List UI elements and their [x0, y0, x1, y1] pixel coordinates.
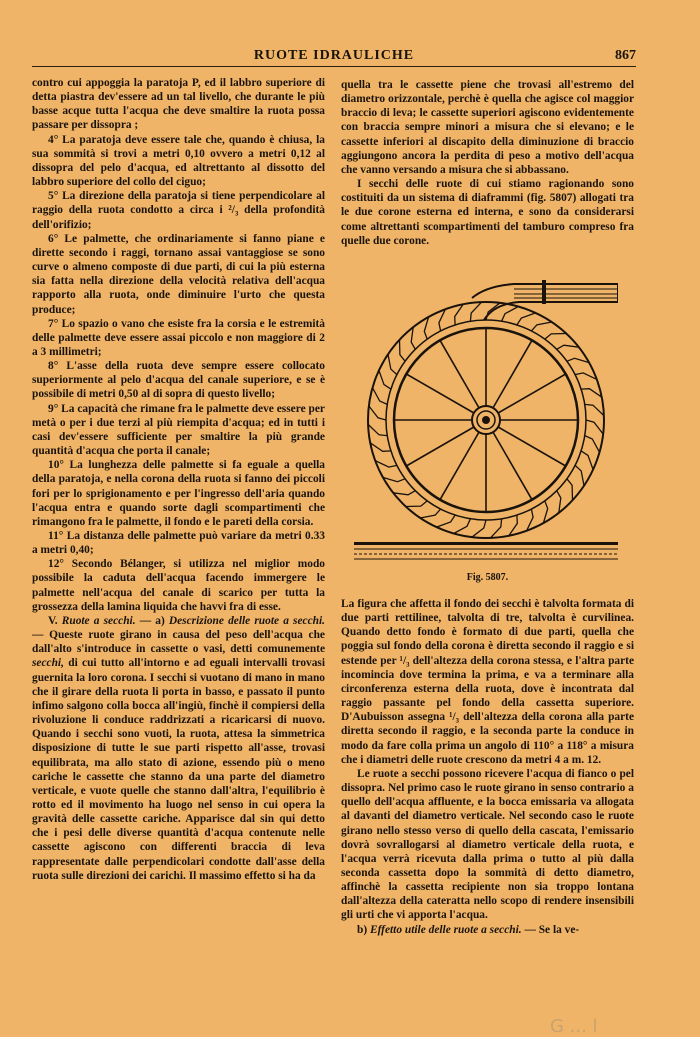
ground [354, 542, 618, 559]
bucket [557, 491, 561, 513]
bucket [567, 479, 573, 501]
flume [472, 280, 618, 320]
paragraph: 11° La distanza delle palmette può variare da metri 0.33 a metri 0,40; [32, 530, 325, 557]
bucket [420, 509, 440, 518]
paragraph: 5° La direzione della paratoja si tiene perpendicolare al raggio della ruota condotto a circa i ²/₃ della profondità dell'orifizio; [32, 190, 325, 231]
header-rule [32, 66, 636, 67]
bucket [388, 354, 397, 374]
bucket [585, 436, 600, 453]
spoke [493, 432, 532, 500]
running-header [32, 48, 636, 68]
bucket [575, 465, 584, 485]
paragraph: 6° Le palmette, che ordinariamente si fanno piane e dirette secondo i raggi, tornano assai vantaggiose se sono curve o almeno composte di due parti, di cui la più esterna sia fatta nella direzione della velocità relativa dell'acqua rapporto alla ruota, onde diminuire l'urto che questa produce; [32, 232, 325, 316]
italic-term: secchi, [32, 657, 64, 670]
bucket [370, 443, 391, 452]
subsection-text: — Se la ve- [521, 923, 580, 936]
bucket [455, 304, 464, 325]
bucket [543, 501, 547, 523]
left-column [32, 76, 325, 883]
paragraph: quella tra le cassette piene che trovasi all'estremo del diametro orizzontale, perchè è quella che agisce col maggior braccio di leva; le cassette superiori agiscono evidentemente con braccia sempre minori a misura che si elevano; e le cassette inferiori al discapito della diminuzione di braccio aggiungono ancora la perdita di peso a motivo dell'acqua che vanno versando a misura che si abbassano. [341, 79, 634, 176]
bucket [586, 420, 603, 434]
paragraph: 7° Lo spazio o vano che esiste fra la corsia e le estremità delle palmette deve essere assai piccolo e non maggiore di 2 a 3 millimetri; [32, 317, 325, 358]
spoke [406, 427, 474, 466]
bucket [557, 345, 579, 349]
bucket [369, 406, 386, 420]
right-column-top [341, 78, 634, 248]
bucket [424, 317, 428, 339]
bucket [406, 501, 428, 507]
section-heading: Ruote a secchi. [61, 614, 136, 627]
spoke [440, 340, 479, 408]
bucket [470, 302, 481, 321]
bucket [373, 388, 388, 405]
scan-watermark: G ... l [550, 1016, 598, 1037]
paragraph: 9° La capacità che rimane fra le palmette deve essere per metà o per i due terzi al più riempita d'acqua; ed in tutti i casi dev'essere sufficiente per smaltire la più grande quantità d'acqua che porta il canale; [32, 402, 325, 458]
section-number: V. [48, 614, 58, 627]
bucket [411, 327, 415, 349]
water-wheel-figure [354, 280, 618, 570]
section-b-paragraph [341, 923, 634, 937]
paragraph: 12° Secondo Bélanger, si utilizza nel miglior modo possibile la caduta dell'acqua facendo immergere le palmette nell'acqua del canale di scarico per tutta la grossezza della lamina liquida che havvi fra di esse. [32, 558, 325, 613]
bucket [585, 404, 604, 415]
paragraph: La figura che affetta il fondo dei secchi è talvolta formata di due parti rettilinee, talvolta di tre, talvolta è curvilinea. Quando detto fondo è formato di due parti, quella che poggia sul fondo della corona è diretta secondo il raggio e si estende per ¹/₃ dell'altezza della corona stessa, e l'altra parte incomincia dove termina la prima, e va a terminare alla circonferenza esterna della ruota, dove è incontrata dal raggio passante pel fondo della cassetta superiore. D'Aubuisson assegna ¹/₃ dell'altezza della corona alla parte diretta secondo il raggio, e la seconda parte la conduce in modo da fare colla prima un angolo di 110° a 118° a misura che i diametri delle ruote crescono da metri 4 a m. 12. [341, 598, 634, 766]
paragraph: 10° La lunghezza delle palmette si fa eguale a quella della paratoja, e nella corona della ruota si fanno dei piccoli fori per lo sprigionamento e per l'ingresso dell'aria quando l'acqua entra e quando sorte dagli scompartimenti che rimangono fra le palmette, il fondo e le pareti della corsia. [32, 459, 325, 528]
bucket [472, 520, 486, 537]
section-text: di cui tutto all'intorno e ad eguali intervalli trovasi guernita la loro corona. I secchi si vuotano di mano in mano che il girare della ruota li porta in basso, e passato il punto infimo salgono colla bocca all'ingiù, finchè il compiersi della rivoluzione li conduce raddrizzati a ricaricarsi di nuovo. Quando i secchi sono vuoti, la ruota, attesa la simmetrica disposizione di tutte le sue parti rispetto all'asse, trovasi equilibrata, ma allo stato di azione, essendo più o meno cariche le cassette che stanno da una parte del diametro verticale, e vuote quelle che stanno dall'altra, l'equilibrio è rotto ed il movimento ha luogo nel senso in cui opera la gravità delle cassette cariche. Apparisce dal sin qui detto che i pesi delle diverse quantità d'acqua contenute nelle cassette agiscono con differenti braccia di leva rappresentate dalle perpendicolari condotte dall'asse della ruota sulle direzioni dei carichi. Il massimo effetto si ha da [32, 657, 325, 882]
paragraph: I secchi delle ruote di cui stiamo ragionando sono costituiti da un sistema di diaframmi (fig. 5807) allogati tra le due corone esterna ed interna, e sono da considerarsi come altrettanti scompartimenti del tamburo compreso fra quelle due corone. [341, 178, 634, 247]
bucket [581, 451, 593, 470]
section-subheading: Descrizione delle ruote a secchi. [168, 614, 325, 627]
subsection-letter: b) [357, 923, 370, 936]
figure-caption: Fig. 5807. [466, 572, 509, 583]
page-title: RUOTE IDRAULICHE [253, 48, 415, 63]
section-text: — Queste ruote girano in causa del peso dell'acqua che dall'alto s'introduce in cassette o vasi, detti comunemente [32, 629, 325, 656]
section-dash: — a) [135, 614, 169, 627]
spoke [406, 374, 474, 413]
bucket [581, 389, 602, 398]
bucket [502, 307, 519, 322]
spoke [493, 340, 532, 408]
bucket [509, 515, 518, 536]
paragraph: contro cui appoggia la paratoja P, ed il labbro superiore di detta piastra dev'essere ad un tal livello, che durante le più basse acque tutta l'acqua che deve smaltire la ruota possa passare per dissopra ; [32, 77, 325, 132]
spoke [498, 427, 566, 466]
bucket [436, 515, 455, 527]
section-v-paragraph [32, 614, 325, 883]
bucket [567, 358, 589, 362]
page-number: 867 [615, 48, 636, 63]
paragraph: 4° La paratoja deve essere tale che, quando è chiusa, la sua sommità si trovi a metri 0,10 ovvero a metri 0,12 al dissopra del pelo d'acqua, ed altrettanto al dissotto del labbro superiore del collo del ciguo; [32, 133, 325, 189]
paragraph: Le ruote a secchi possono ricevere l'acqua di fianco o pel dissopra. Nel primo caso le ruote girano in senso contrario a quello dell'acqua affluente, e la bocca emissaria va allogata al davanti del diametro verticale. Nel secondo caso le ruote girano nello stesso verso di quello della cascata, l'emissario dovrà sovrallogarsi al diametro verticale della ruota, e l'acqua verrà ricevuta dalla prima o tutto al più dalla seconda cassetta dopo la sommità di detto diametro, affinchè la cassetta recipiente non sia troppo lontana dall'altezza della cateratta nello scopo di rendere insensibili gli urti che vi apporta l'acqua. [341, 767, 634, 922]
bucket [379, 370, 391, 389]
right-column-bottom [341, 597, 634, 937]
bucket [517, 313, 536, 325]
paragraph: 8° L'asse della ruota deve sempre essere collocato superiormente al pelo d'acqua del canale superiore, e se è possibile di metri 0,50 al di sopra di questo livello; [32, 360, 325, 401]
bucket [383, 477, 405, 481]
subsection-heading: Effetto utile delle ruote a secchi. [369, 923, 522, 936]
bucket [400, 340, 406, 362]
wheel [368, 302, 604, 538]
bucket [531, 322, 551, 331]
bucket [454, 519, 471, 534]
bucket [545, 334, 567, 340]
bucket [393, 491, 415, 495]
spoke [498, 374, 566, 413]
bucket [368, 424, 387, 435]
bucket [490, 519, 501, 538]
spoke [440, 432, 479, 500]
